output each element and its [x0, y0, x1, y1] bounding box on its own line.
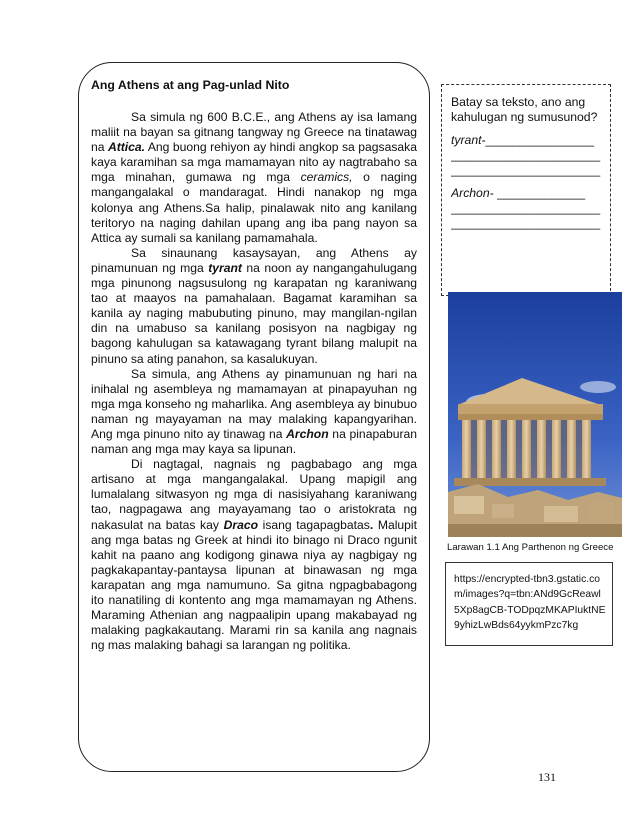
parthenon-photo	[448, 292, 622, 537]
question-prompt: Batay sa teksto, ano ang kahulugan ng sumusunod?	[451, 95, 598, 124]
image-source-url[interactable]: https://encrypted-tbn3.gstatic.com/images?q=tbn:ANd9GcReawl5Xp8agCB-TODpqzMKAPIuktNE9yhizLwBds64yykmPzc7kg	[454, 574, 606, 631]
answer-blank: ______________________	[451, 163, 601, 177]
article-title: Ang Athens at ang Pag-unlad Nito	[91, 78, 290, 92]
page-number: 131	[538, 770, 556, 784]
article	[91, 78, 417, 653]
answer-blank: ______________________	[451, 216, 601, 230]
question-box	[441, 84, 611, 296]
image-source-box	[445, 562, 613, 646]
figure-caption: Larawan 1.1 Ang Parthenon ng Greece	[447, 542, 614, 553]
term-archon-line: Archon- _____________	[451, 186, 586, 200]
article-paragraph-1: Sa simula ng 600 B.C.E., ang Athens ay isa lamang maliit na bayan sa gitnang tangway ng Greece na tinatawag na Attica. Ang buong rehiyon ay hindi angkop sa pagsasaka kaya karamihan sa mga mamamayan nito ay nagtrabaho sa mga minahan, gumawa ng mga ceramics, o naging mangangalakal o mandaragat. Hindi nanakop ng mga kolonya ang Athens.Sa halip, pinalawak nito ang kanilang teritoryo na naging dahilan upang ang iba pang nayon sa Attica ay sumali sa kanilang pamamahala.	[91, 110, 417, 245]
term-tyrant-line: tyrant-________________	[451, 133, 594, 147]
article-paragraph-4: Di nagtagal, nagnais ng pagbabago ang mga artisano at mga mangangalakal. Upang mapigil ang lumalalang sitwasyon ng mga di nasisiyahang karaniwang tao, nagpagawa ang mayayamang tao o aristokrata ng nakasulat na batas kay Draco isang tagapagbatas. Malupit ang mga batas ng Greek at hindi ito binago ni Draco ngunit kahit na paano ang kodigong ginawa niya ay nagbigay ng pagkakapantay-pantaysa lipunan at binawasan ng mga karapatan ang mga namumuno. Sa gitna ngpagbabagong ito nanatiling di kontento ang mga mamamayan ng Athens. Maraming Athenian ang nagpaalipin upang makabayad ng malaking pagkakautang. Marami rin sa kanila ang nagnais ng mas malaking bahagi sa larangan ng politika.	[91, 457, 417, 653]
article-paragraph-2: Sa sinaunang kasaysayan, ang Athens ay pinamunuan ng mga tyrant na noon ay nangangahulugang mga pinunong nagsusulong ng karapatan ng karaniwang tao at maayos na pamahalaan. Bagamat karamihan sa kanila ay naging mabubuting pinuno, may mangilan-ngilan din na umabuso sa kanilang posisyon na nagbigay ng bagong kahulugan sa katawagang tyrant bilang malupit na pinuno sa ating panahon, sa kasalukuyan.	[91, 245, 417, 366]
answer-blank: ______________________	[451, 148, 601, 162]
answer-blank: ______________________	[451, 201, 601, 215]
article-paragraph-3: Sa simula, ang Athens ay pinamunuan ng hari na inihalal ng asembleya ng mamamayan at pinapayuhan ng mga mga konseho ng maharlika. Ang asembleya ay binubuo naman ng mayayaman na may malaking kapangyarihan. Ang mga pinuno nito ay tinawag na Archon na pinapaburan naman ang mga may kaya sa lipunan.	[91, 366, 417, 457]
